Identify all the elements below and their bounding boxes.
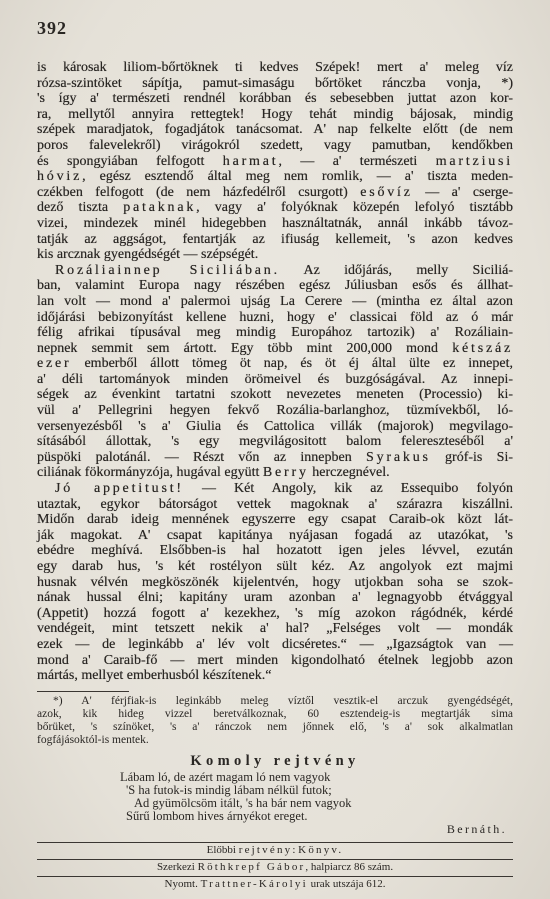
spaced-text: pataknak — [123, 200, 197, 216]
article-line — [37, 403, 513, 419]
spaced-text: Jó appetitust! — [55, 481, 184, 497]
text-run: , vagy a' folyóknak közepén lefolyó tisztább — [196, 200, 513, 216]
footnote-separator-rule — [37, 691, 129, 692]
text-run: 's így a' természeti rendnél korábban és sebesebben juttat azon kor- — [37, 91, 513, 107]
separator-rule — [37, 876, 513, 877]
article-line — [37, 512, 513, 528]
footnote-line: fogfájásoktól-is mentek. — [37, 734, 149, 746]
article-line — [37, 606, 513, 622]
article-line — [37, 154, 513, 170]
article-line — [37, 294, 513, 310]
previous-riddle-answer — [37, 844, 513, 856]
text-run: is károsak liliom-bőrtöknek ti kedves Szépek! mert a' meleg víz — [37, 60, 513, 75]
riddle-title — [37, 753, 513, 769]
text-run: vendégeit, mint tetszett nekik a' hal? „Felséges volt — mondák — [37, 621, 513, 637]
spaced-text: Rozáliainnep Siciliában. — [55, 262, 280, 278]
text-run: a' déli tartományok minden örömeivel és buzgóságával. Az innepi- — [37, 371, 513, 387]
article-line — [37, 590, 513, 606]
article-line — [37, 372, 513, 388]
article-line — [37, 621, 513, 637]
article-line — [37, 559, 513, 575]
printer-line — [37, 878, 513, 890]
text-run: urak utszája 612. — [307, 878, 386, 890]
footnote-line: *) A' férjfiak-is leginkább meleg víztől vesztik-el arczuk gyengédségét, — [53, 695, 513, 707]
text-run: herczegnével. — [308, 465, 390, 481]
text-run: ban, valamint Europa nagy részében egész Júliusban esős és állhat- — [37, 278, 513, 294]
text-run: és spongyiában felfogott — [37, 153, 223, 169]
article-line — [37, 497, 513, 513]
text-run: (Appetit) hozzá fogott a' kezekhez, 's míg azokon rágódnék, kérdé — [37, 605, 513, 621]
text-run: utaztak, egykor bátorságot vettek magoknak a' szárazra kiszállni. — [37, 496, 513, 512]
article-line — [37, 668, 513, 684]
article-line — [37, 325, 513, 341]
article-line — [37, 216, 513, 232]
article-line — [37, 138, 513, 154]
spaced-text: esővíz — [360, 184, 413, 200]
article-line — [37, 278, 513, 294]
article-line — [37, 481, 513, 497]
text-run: rózsa-szintöket sápítja, pamut-simaságu bőrtöket ránczba vonja, *) — [37, 75, 513, 91]
spaced-text: Könyv. — [298, 844, 344, 856]
article-line — [37, 310, 513, 326]
text-run: nának hussal élni; kapitány uram azonban a' legnagyobb étvággyal — [37, 590, 513, 606]
text-run: poros falevelekről) virágokról szedett, vagy pamutban, kendőkben — [37, 137, 513, 153]
text-run: Az időjárás, melly Siciliá- — [279, 262, 513, 278]
text-run: Nyomt. — [164, 878, 201, 890]
text-run: — a' cserge- — [412, 184, 513, 200]
article-line — [37, 356, 513, 372]
poem-line: Ad gyümölcsöm itált, 's ha bár nem vagyok — [134, 796, 352, 810]
article-line — [37, 387, 513, 403]
separator-rule — [37, 859, 513, 860]
text-run: ezek — de leginkább a' lév volt dicséretes.“ — „Igazságtok van — — [37, 636, 513, 652]
article-line — [37, 185, 513, 201]
text-run: czékben felfogott (de nem házfedélről csurgott) — [37, 184, 361, 200]
article-line — [37, 528, 513, 544]
spaced-text: Röthkrepf Gábor — [197, 861, 306, 873]
riddle-author — [37, 823, 507, 836]
text-run: ra, mellytől annyira rettegtek! Hogy tehát mindig bájosak, mindig — [37, 106, 513, 122]
article-line — [37, 575, 513, 591]
footnote-line: azok, kik hideg vizzel beretválkoznak, 60 esztendeig-is megtartják sima — [37, 708, 513, 720]
text-run: kis arcznak gyengédségét — szépségét. — [37, 247, 259, 263]
text-run: vizei, mindezek minél hidegebben használtatnák, annál inkább távoz- — [37, 215, 513, 231]
article-line — [37, 247, 513, 263]
article-line — [37, 91, 513, 107]
spaced-text: Berry — [262, 465, 309, 481]
text-run: mond a' Caraib-fő — mert minden kigondolható ételnek legjobb azon — [37, 652, 513, 668]
text-run: időjárási bebizonyítást kellene huzni, hogy e' classicai föld az ó már — [37, 309, 513, 325]
article-line — [37, 60, 513, 76]
text-run: egy darab hus, 's két rostélyon sült kéz. Az angolyok ezt majmi — [37, 559, 513, 574]
editor-line — [37, 861, 513, 873]
text-run: , egész esztendő által meg nem romlik, — a' tiszta meden- — [82, 169, 513, 185]
poem-line: Sűrű lombom hives árnyékot ereget. — [126, 809, 308, 823]
poem-line: Lábam ló, de azért magam ló nem vagyok — [120, 770, 331, 784]
spaced-text: hóviz — [37, 169, 83, 185]
spaced-text: Trattner-Károlyi — [200, 878, 308, 890]
spaced-text: ezer — [37, 356, 72, 372]
article-body — [37, 60, 513, 684]
article-line — [37, 341, 513, 357]
article-line — [37, 419, 513, 435]
page-number: 392 — [37, 18, 67, 38]
article-line — [37, 122, 513, 138]
article-line — [37, 232, 513, 248]
article-line — [37, 107, 513, 123]
spaced-text: Bernáth. — [446, 822, 507, 836]
text-run: tatják az aggságot, fentartják az ifiuság kellemeit, 's azon kedves — [37, 231, 513, 247]
text-run: , — a' természeti — [278, 153, 436, 169]
footnote — [37, 695, 513, 747]
text-run: gróf-is Si- — [430, 449, 513, 465]
text-run: Előbbi — [206, 844, 239, 856]
article-line — [37, 653, 513, 669]
article-line — [37, 543, 513, 559]
text-run: sításából állottak, 's egy megvilágositott balom felereszteséből a' — [37, 434, 513, 450]
text-run: versenyezésből 's a' Giulia és Cattolica villák (majorok) megvilago- — [37, 418, 513, 434]
text-run: püspöki palotánál. — Részt vőn az innepben — [37, 449, 367, 465]
spaced-text: Syrakus — [366, 449, 431, 465]
article-line — [37, 263, 513, 279]
text-run: ebédre meghívá. Elsőbben-is hal hozatott igen jeles lévvel, ezután — [37, 543, 513, 559]
text-run: félig afrikai típusával meg mindig Europához tartozik) a' Rozáliain- — [37, 325, 513, 341]
text-run: — Két Angoly, kik az Essequibo folyón — [183, 481, 514, 497]
article-line — [37, 200, 513, 216]
text-run: , halpiarcz 86 szám. — [305, 861, 394, 873]
spaced-text: kétszáz — [452, 340, 513, 356]
article-line — [37, 76, 513, 92]
spaced-text: rejtvény — [238, 844, 293, 856]
text-run: : — [292, 844, 299, 856]
text-run: Midőn darab ideig mennének egyszerre egy csapat Caraib-ok közt lát- — [37, 512, 513, 528]
text-run: ják magokat. A' csapat kapitánya nyájasan fogadá az utazókat, 's — [37, 527, 513, 543]
text-run: dező tiszta — [37, 200, 124, 216]
article-line — [37, 465, 513, 481]
text-run: ciliának fökormányzója, hugával együtt — [37, 465, 263, 481]
separator-rule — [37, 842, 513, 843]
text-run: ségek az évenkint tartatni szokott nevezetes meneten (Processio) ki- — [37, 387, 513, 403]
footnote-line: bőrüket, 's színöket, 's a' ránczok nem jőnnek elő, 's a' sok alkalmatlan — [37, 721, 513, 733]
spaced-text: harmat — [222, 153, 279, 169]
article-line — [37, 450, 513, 466]
text-run: emberből állott tömeg öt nap, és öt éj által ülte ez innepet, — [71, 356, 513, 372]
text-run: vül a' Pellegrini hegyen fekvő Rozália-barlanghoz, tüzmívekből, ló- — [37, 403, 513, 419]
text-run: lan volt — mond a' palermoi ujság La Cerere — (mintha ez által azon — [37, 293, 513, 309]
article-line — [37, 169, 513, 185]
text-run: nepnek semmit sem ártott. Egy több mint 200,000 mond — [37, 340, 453, 356]
text-run: Szerkezi — [156, 861, 198, 873]
riddle-poem — [120, 771, 500, 823]
article-line — [37, 434, 513, 450]
spaced-text: Komoly rejtvény — [190, 753, 360, 769]
text-run: mártás, mellyet emberhusból készítenek.“ — [37, 668, 272, 684]
text-run: szépek maradjatok, fogadjátok tanácsomat. A' nap felkelte előtt (de nem — [37, 122, 513, 138]
poem-line: 'S ha futok-is mindig lábam nélkül futok; — [126, 783, 332, 797]
spaced-text: martziusi — [435, 153, 513, 169]
article-line — [37, 637, 513, 653]
text-run: husnak vélvén megköszönék kijelentvén, hogy utjokban soha se szok- — [37, 574, 513, 590]
